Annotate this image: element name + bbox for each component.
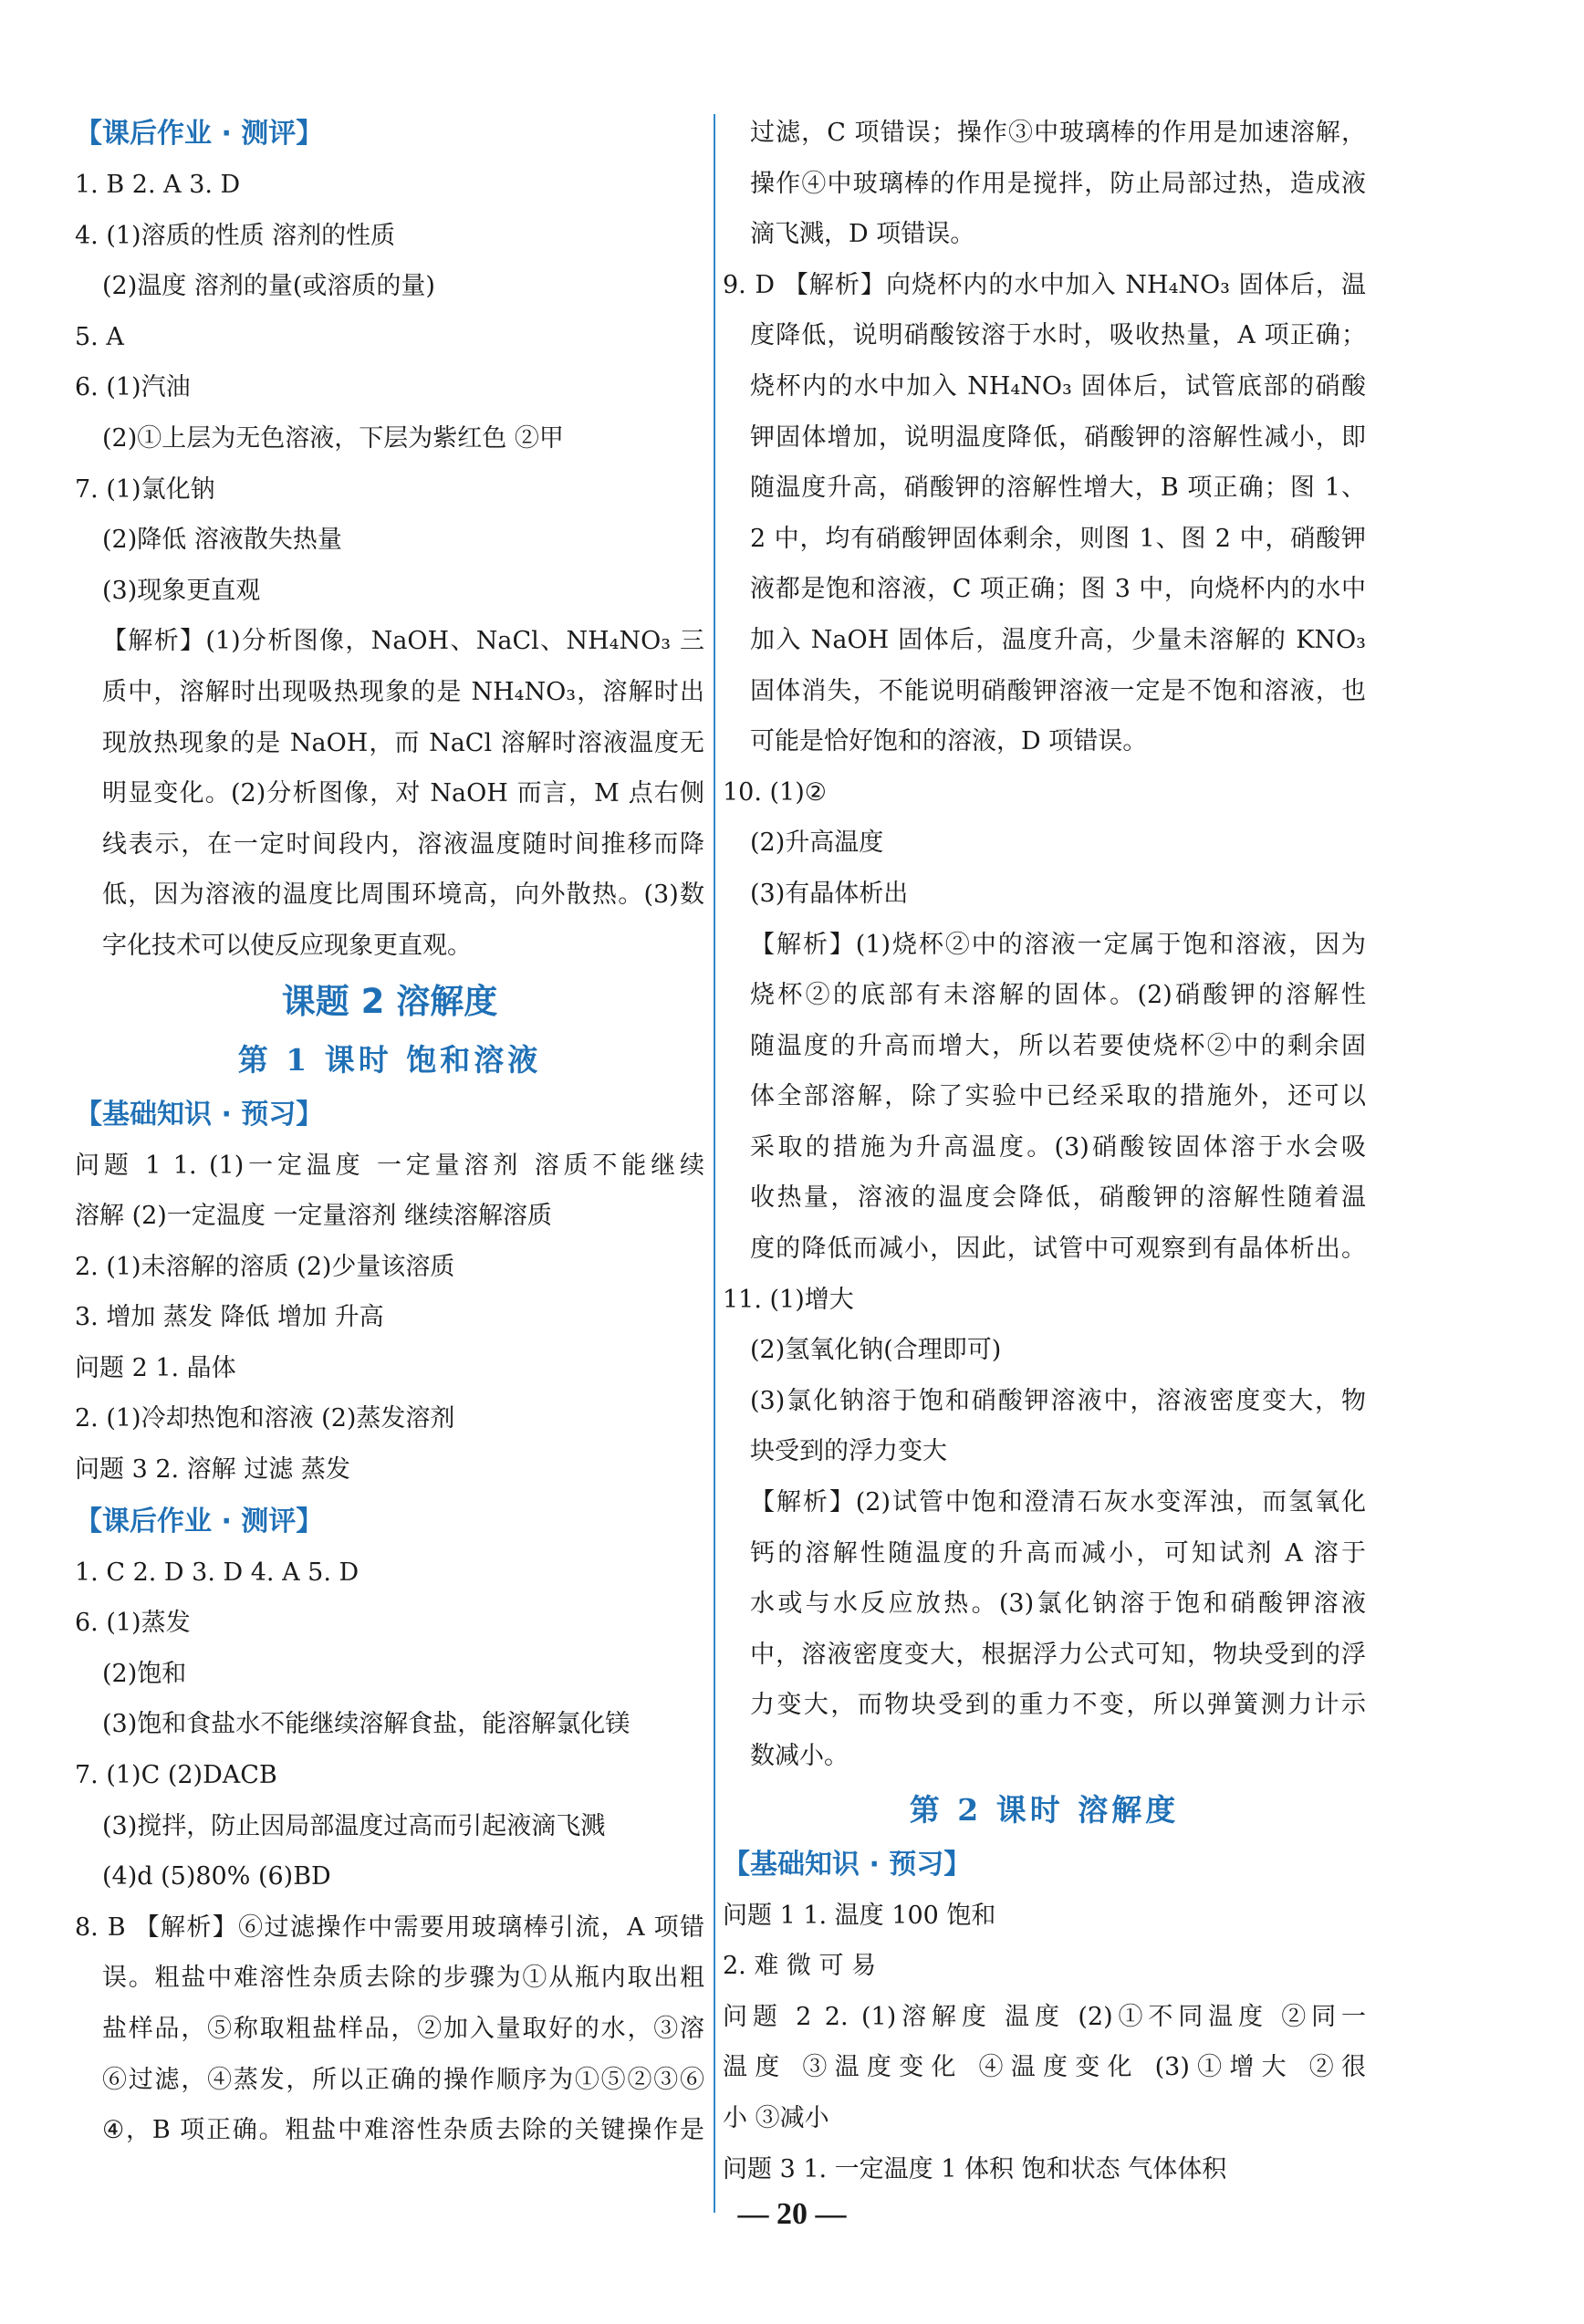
text-line: 随温度的升高而增大，所以若要使烧杯②中的剩余固 — [750, 1031, 1366, 1060]
text-line: 液都是饱和溶液，C 项正确；图 3 中，向烧杯内的水中 — [750, 575, 1366, 604]
text-line: 问题 1 1. (1)一定温度 一定量溶剂 溶质不能继续 — [75, 1151, 704, 1180]
text-line: (3)氯化钠溶于饱和硝酸钾溶液中，溶液密度变大，物 — [750, 1386, 1366, 1415]
text-line: 6. (1)蒸发 — [75, 1609, 191, 1638]
text-line: 3. 增加 蒸发 降低 增加 升高 — [75, 1303, 384, 1332]
text-line: 问题 1 1. 温度 100 饱和 — [723, 1901, 996, 1930]
text-line: 1. C 2. D 3. D 4. A 5. D — [75, 1558, 360, 1587]
text-line: 度降低，说明硝酸铵溶于水时，吸收热量，A 项正确； — [750, 321, 1366, 350]
section-heading: 【基础知识 · 预习】 — [75, 1098, 324, 1131]
text-line: ⑥过滤，④蒸发，所以正确的操作顺序为①⑤②③⑥ — [102, 2065, 704, 2094]
text-line: 钙的溶解性随温度的升高而减小，可知试剂 A 溶于 — [750, 1538, 1366, 1568]
text-line: 2. (1)未溶解的溶质 (2)少量该溶质 — [75, 1252, 455, 1281]
text-line: 低，因为溶液的温度比周围环境高，向外散热。(3)数 — [102, 881, 704, 910]
text-line: 1. B 2. A 3. D — [75, 171, 241, 199]
text-line: 字化技术可以使反应现象更直观。 — [102, 931, 472, 960]
text-line: 线表示，在一定时间段内，溶液温度随时间推移而降 — [102, 829, 704, 859]
text-line: 问题 2 2. (1)溶解度 温度 (2)①不同温度 ②同一 — [723, 2002, 1366, 2031]
text-line: 操作④中玻璃棒的作用是搅拌，防止局部过热，造成液 — [750, 169, 1366, 198]
text-line: 中，溶液密度变大，根据浮力公式可知，物块受到的浮 — [750, 1640, 1366, 1669]
text-line: 溶解 (2)一定温度 一定量溶剂 继续溶解溶质 — [75, 1202, 552, 1231]
text-line: 烧杯②的底部有未溶解的固体。(2)硝酸钾的溶解性 — [750, 981, 1366, 1010]
text-line: (2)①上层为无色溶液，下层为紫红色 ②甲 — [102, 423, 564, 453]
text-line: 2 中，均有硝酸钾固体剩余，则图 1、图 2 中，硝酸钾 — [750, 524, 1366, 553]
text-line: (4)d (5)80% (6)BD — [102, 1862, 331, 1892]
text-line: 【解析】(2)试管中饱和澄清石灰水变浑浊，而氢氧化 — [750, 1488, 1366, 1517]
section-heading: 【课后作业 · 测评】 — [75, 1505, 324, 1537]
text-line: 11. (1)增大 — [723, 1285, 854, 1314]
text-line: 10. (1)② — [723, 777, 827, 807]
text-line: (2)饱和 — [102, 1659, 187, 1688]
text-line: 加入 NaOH 固体后，温度升高，少量未溶解的 KNO₃ — [750, 625, 1366, 654]
text-line: 固体消失，不能说明硝酸钾溶液一定是不饱和溶液，也 — [750, 676, 1366, 705]
text-line: 问题 3 2. 溶解 过滤 蒸发 — [75, 1455, 350, 1485]
text-line: 水或与水反应放热。(3)氯化钠溶于饱和硝酸钾溶液 — [750, 1589, 1366, 1619]
text-line: 钾固体增加，说明温度降低，硝酸钾的溶解性减小，即 — [750, 422, 1366, 452]
page-number: — 20 — — [737, 2197, 847, 2231]
text-line: ④，B 项正确。粗盐中难溶性杂质去除的关键操作是 — [102, 2116, 704, 2145]
text-line: 质中，溶解时出现吸热现象的是 NH₄NO₃，溶解时出 — [102, 677, 704, 706]
text-line: 温度 ③温度变化 ④温度变化 (3)①增大 ②很 — [723, 2053, 1366, 2082]
text-line: 数减小。 — [750, 1742, 849, 1770]
text-line: 烧杯内的水中加入 NH₄NO₃ 固体后，试管底部的硝酸 — [750, 371, 1366, 401]
text-line: 采取的措施为升高温度。(3)硝酸铵固体溶于水会吸 — [750, 1132, 1366, 1162]
text-line: 盐样品，⑤称取粗盐样品，②加入量取好的水，③溶 — [102, 2015, 704, 2043]
text-line: 明显变化。(2)分析图像，对 NaOH 而言，M 点右侧 — [102, 779, 704, 808]
text-line: 4. (1)溶质的性质 溶剂的性质 — [75, 221, 396, 250]
text-line: 力变大，而物块受到的重力不变，所以弹簧测力计示 — [750, 1691, 1366, 1720]
text-line: 5. A — [75, 322, 124, 351]
text-line: 过滤，C 项错误；操作③中玻璃棒的作用是加速溶解， — [750, 119, 1366, 147]
text-line: 滴飞溅，D 项错误。 — [750, 220, 975, 249]
text-line: 收热量，溶液的温度会降低，硝酸钾的溶解性随着温 — [750, 1183, 1366, 1213]
text-line: 【解析】(1)烧杯②中的溶液一定属于饱和溶液，因为 — [750, 930, 1366, 959]
text-line: 6. (1)汽油 — [75, 373, 191, 402]
text-line: 7. (1)氯化钠 — [75, 474, 215, 504]
text-line: 8. B 【解析】⑥过滤操作中需要用玻璃棒引流，A 项错 — [75, 1912, 704, 1942]
text-line: 体全部溶解，除了实验中已经采取的措施外，还可以 — [750, 1082, 1366, 1111]
text-line: 2. 难 微 可 易 — [723, 1952, 877, 1981]
text-line: 随温度升高，硝酸钾的溶解性增大，B 项正确；图 1、 — [750, 474, 1366, 503]
text-line: 问题 3 1. 一定温度 1 体积 饱和状态 气体体积 — [723, 2154, 1227, 2183]
section-heading: 【课后作业 · 测评】 — [75, 118, 324, 150]
column-divider — [714, 114, 715, 2213]
text-line: (2)温度 溶剂的量(或溶质的量) — [102, 272, 435, 301]
text-line: (3)有晶体析出 — [750, 879, 909, 908]
text-line: 9. D 【解析】向烧杯内的水中加入 NH₄NO₃ 固体后，温 — [723, 270, 1366, 299]
text-line: (2)升高温度 — [750, 829, 884, 858]
text-line: 块受到的浮力变大 — [750, 1437, 947, 1466]
subsection-title: 第 2 课时 溶解度 — [909, 1791, 1180, 1828]
text-line: (2)氢氧化钠(合理即可) — [750, 1336, 1002, 1365]
text-line: 7. (1)C (2)DACB — [75, 1761, 277, 1790]
text-line: 误。粗盐中难溶性杂质去除的步骤为①从瓶内取出粗 — [102, 1964, 704, 1993]
text-line: (3)现象更直观 — [102, 576, 261, 605]
text-line: 可能是恰好饱和的溶液，D 项错误。 — [750, 727, 1148, 756]
text-line: (3)搅拌，防止因局部温度过高而引起液滴飞溅 — [102, 1811, 606, 1840]
left-column — [75, 108, 704, 2156]
text-line: (3)饱和食盐水不能继续溶解食盐，能溶解氯化镁 — [102, 1710, 630, 1739]
section-heading: 【基础知识 · 预习】 — [723, 1848, 972, 1881]
lesson-title: 课题 2 溶解度 — [281, 981, 498, 1021]
subsection-title: 第 1 课时 饱和溶液 — [237, 1041, 542, 1078]
right-column — [723, 108, 1366, 2194]
text-line: 【解析】(1)分析图像，NaOH、NaCl、NH₄NO₃ 三 — [102, 627, 704, 656]
text-line: 现放热现象的是 NaOH，而 NaCl 溶解时溶液温度无 — [102, 728, 704, 757]
text-line: (2)降低 溶液散失热量 — [102, 526, 342, 555]
text-line: 问题 2 1. 晶体 — [75, 1353, 236, 1382]
text-line: 2. (1)冷却热饱和溶液 (2)蒸发溶剂 — [75, 1404, 455, 1433]
text-line: 小 ③减小 — [723, 2103, 829, 2132]
text-line: 度的降低而减小，因此，试管中可观察到有晶体析出。 — [750, 1235, 1366, 1264]
